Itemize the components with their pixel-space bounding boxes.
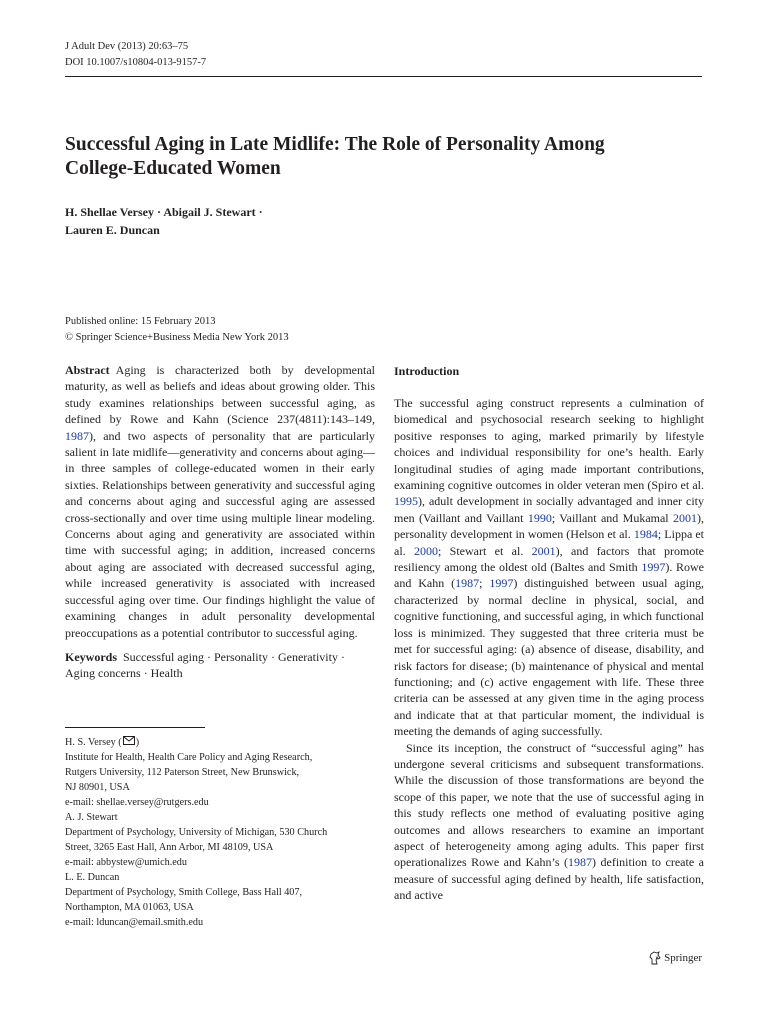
springer-footer xyxy=(649,951,702,965)
paragraph-text: ), and factors that promote resiliency among the oldest old (Baltes and Smith xyxy=(394,543,704,575)
author-name-end: ) xyxy=(135,737,140,748)
introduction-paragraph-2 xyxy=(394,740,704,904)
springer-horse-icon xyxy=(649,951,661,965)
authors-line-1: H. Shellae Versey · Abigail J. Stewart · xyxy=(65,205,263,219)
abstract-text-a: Aging is characterized both by developmental maturity, as well as beliefs and ideas about growing older. This study examines relationships between successful aging, as defined by Rowe and Kahn (Science 237(4811):143–149, xyxy=(65,363,375,427)
abstract-heading: Abstract xyxy=(65,363,110,377)
paragraph-text: ), personality development in women (Helson et al. xyxy=(394,510,704,542)
journal-header xyxy=(65,39,206,71)
citation-link[interactable]: 1990 xyxy=(527,510,552,525)
copyright: © Springer Science+Business Media New York 2013 xyxy=(65,332,289,343)
affiliation-line: Institute for Health, Health Care Policy and Aging Research, xyxy=(65,752,313,763)
title-line-1: Successful Aging in Late Midlife: The Role of Personality Among xyxy=(65,134,605,155)
author-name: L. E. Duncan xyxy=(65,872,120,883)
introduction-paragraph-1 xyxy=(394,395,704,740)
published-date: Published online: 15 February 2013 xyxy=(65,316,216,327)
paragraph-text: ), adult development in socially advantaged and inner city men (Vaillant and Vaillant xyxy=(394,494,704,525)
abstract-text-b: ), and two aspects of personality that are particularly salient in late midlife—generativity and concerns about aging—in three samples of college-educated women in their early sixties. Relationships between generativity and successful aging and concerns about aging and successful aging are assessed cross-sectionally and over time using multiple linear modeling. Concerns about aging and generativity are associated within time with successful aging; in addition, increased concerns about aging are associated with decreased successful aging, while increased generativity is associated with increased successful aging over time. Our findings highlight the value of examining changes in adult personality developmental preoccupations as a potential contributor to successful aging. xyxy=(65,428,375,640)
affiliation-line: Street, 3265 East Hall, Ann Arbor, MI 48109, USA xyxy=(65,842,274,853)
affiliation-name xyxy=(65,735,385,750)
citation-link[interactable]: 2001 xyxy=(673,510,697,525)
affiliation-line: Department of Psychology, University of Michigan, 530 Church xyxy=(65,827,328,838)
affiliation-line: Rutgers University, 112 Paterson Street, New Brunswick, xyxy=(65,767,300,778)
citation-link[interactable]: 1987 xyxy=(568,855,592,870)
springer-label: Springer xyxy=(664,952,702,964)
paragraph-text: ; xyxy=(479,576,490,591)
affiliation-email[interactable]: e-mail: lduncan@email.smith.edu xyxy=(65,917,204,928)
affiliation-line: Northampton, MA 01063, USA xyxy=(65,902,194,913)
paragraph-text: Since its inception, the construct of “successful aging” has undergone several criticisms and subsequent transformations. While the discussion of those transformations are beyond the scope of this paper, we note that the use of successful aging in this study reflects one method of evaluating positive aging outcomes and allows researchers to examine an important aspect of heterogeneity among aging adults. This paper first operationalizes Rowe and Kahn’s ( xyxy=(394,740,704,870)
title-line-2: College-Educated Women xyxy=(65,158,281,179)
citation-link[interactable]: 1984 xyxy=(633,527,658,542)
envelope-icon[interactable] xyxy=(123,736,135,745)
author-name: A. J. Stewart xyxy=(65,812,118,823)
keywords-text: Successful aging · Personality · Generativity · Aging concerns · Health xyxy=(65,649,345,681)
author-list xyxy=(65,203,465,239)
paragraph-text: The successful aging construct represents a culmination of biomedical and psychosocial research seeking to highlight positive responses to aging, marked primarily by lifestyle choices and individual responsibility for one’s health. Early longitudinal studies of aging made important contributions, examining cognitive outcomes in older veteran men (Spiro et al. xyxy=(394,396,704,493)
citation-link[interactable]: 1997 xyxy=(641,560,666,575)
introduction-heading: Introduction xyxy=(394,364,460,378)
paragraph-text: ) distinguished between usual aging, characterized by normal decline in physical, social, and cognitive functioning, and successful aging, in which functional loss is minimized. They suggested that three criteria must be met for successful aging: (a) absence of disease, disability, and risk factors for disease; (b) maintenance of physical and mental functioning; and (c) active engagement with life. These three criteria can be assessed at any given time in the aging process and indicate that at that particular moment, the individual is meeting the demands of aging successfully. xyxy=(394,576,704,739)
paragraph-text: ; Vaillant and Mukamal xyxy=(551,510,673,525)
paragraph-text: ). Rowe and Kahn ( xyxy=(394,560,704,591)
affiliation-email[interactable]: e-mail: abbystew@umich.edu xyxy=(65,857,187,868)
paragraph-text: ) definition to create a measure of successful aging defined by health, life satisfaction, and active xyxy=(394,855,704,903)
citation-link[interactable]: 1987 xyxy=(455,576,480,591)
abstract-ref-1987[interactable]: 1987 xyxy=(65,428,89,443)
citation-link[interactable]: 2001 xyxy=(531,543,556,558)
author-name: H. S. Versey ( xyxy=(65,737,122,748)
affiliation-line: NJ 80901, USA xyxy=(65,782,130,793)
citation-link[interactable]: 2000 xyxy=(414,543,438,558)
affiliations-rule xyxy=(65,727,205,728)
authors-line-2: Lauren E. Duncan xyxy=(65,223,160,237)
affiliation-duncan xyxy=(65,870,385,930)
affiliation-stewart xyxy=(65,810,385,870)
affiliation-versey xyxy=(65,735,385,810)
keywords-heading: Keywords xyxy=(65,649,117,664)
doi[interactable]: DOI 10.1007/s10804-013-9157-7 xyxy=(65,57,207,68)
abstract-column xyxy=(65,362,375,682)
publication-info xyxy=(65,314,289,346)
keywords xyxy=(65,649,375,682)
journal-citation: J Adult Dev (2013) 20:63–75 xyxy=(65,41,189,52)
article-title xyxy=(65,133,705,181)
header-rule xyxy=(65,76,702,77)
introduction-column xyxy=(394,395,704,904)
affiliation-email[interactable]: e-mail: shellae.versey@rutgers.edu xyxy=(65,797,209,808)
citation-link[interactable]: 1995 xyxy=(394,494,418,509)
paragraph-text: ; Stewart et al. xyxy=(438,543,532,558)
citation-link[interactable]: 1997 xyxy=(489,576,514,591)
paragraph-text: ; Lippa et al. xyxy=(394,527,705,558)
affiliation-line: Department of Psychology, Smith College, Bass Hall 407, xyxy=(65,887,303,898)
abstract xyxy=(65,362,375,641)
